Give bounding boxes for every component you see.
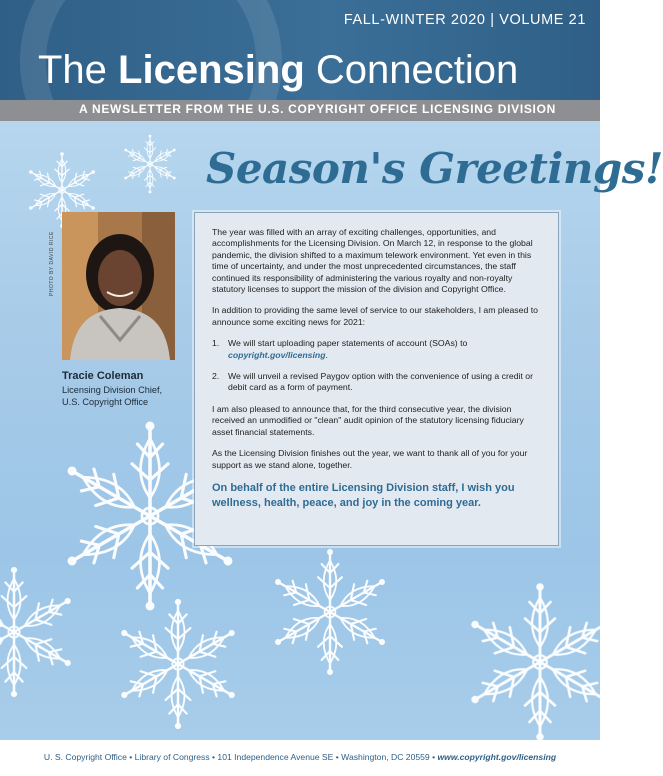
list-item-text: We will start uploading paper statements of account (SOAs) to <box>228 338 468 349</box>
caption-role-line-1: Licensing Division Chief, <box>62 385 163 395</box>
list-item <box>212 338 544 361</box>
snowflake-left <box>0 567 77 697</box>
portrait-photo <box>62 212 175 360</box>
letter-paragraph-4: As the Licensing Division finishes out the year, we want to thank all of you for your support as we stand alone, together. <box>212 448 528 470</box>
list-item-period: . <box>325 349 328 360</box>
footer-address <box>0 752 600 762</box>
letter-paragraph-1: The year was filled with an array of exciting challenges, opportunities, and accomplishments for the Licensing Division. On March 12, in response to the global pandemic, the division shifted to a maximum telework environment. Yet even in this time of uncertainty, and under the most unprecedented circumstances, the staff continued its responsibility of administering the various royalty and non-royalty statutory licenses to support the mission of the division and Copyright Office. <box>212 227 533 295</box>
footer-address-text: U. S. Copyright Office • Library of Congress • 101 Independence Avenue SE • Washington, DC 20559 • <box>43 752 438 762</box>
letter-paragraph-3: I am also pleased to announce that, for the third consecutive year, the division received an unmodified or "clean" audit opinion of the statutory licensing fiduciary asset financial statements. <box>212 403 524 437</box>
letter-paragraph-2: In addition to providing the same level of service to our stakeholders, I am pleased to announce some exciting news for 2021: <box>212 305 538 327</box>
title-bold: Licensing <box>118 48 305 92</box>
title-part-2: Connection <box>304 48 519 92</box>
letter-closing: On behalf of the entire Licensing Division staff, I wish you wellness, health, peace, and joy in the coming year. <box>212 481 515 509</box>
caption-role-line-2: U.S. Copyright Office <box>62 397 149 407</box>
title-part-1: The <box>38 48 119 92</box>
issue-label: FALL-WINTER 2020 | VOLUME 21 <box>343 12 586 28</box>
newsletter-subtitle: A NEWSLETTER FROM THE U.S. COPYRIGHT OFFICE LICENSING DIVISION <box>79 102 556 116</box>
list-item <box>212 371 544 394</box>
caption-name: Tracie Coleman <box>62 370 144 382</box>
licensing-link[interactable]: copyright.gov/licensing <box>228 349 326 360</box>
list-number: 1. <box>212 338 220 349</box>
snowflake-bottom-right <box>464 583 615 741</box>
footer-link[interactable]: www.copyright.gov/licensing <box>437 752 557 762</box>
portrait-image <box>62 212 175 360</box>
photo-credit: PHOTO BY DAVID RICE <box>49 231 55 296</box>
photo-caption <box>62 370 162 408</box>
list-number: 2. <box>212 371 220 382</box>
snowflake-bottom-center <box>269 549 390 675</box>
footer <box>0 740 600 776</box>
seasons-greetings-heading: Season's Greetings! <box>206 144 663 193</box>
list-item-text: We will unveil a revised Paygov option with the convenience of using a credit or debit card as a form of payment. <box>228 371 534 393</box>
snowflake-small-2 <box>122 135 179 194</box>
snowflake-bottom-left <box>115 599 240 729</box>
letter-box <box>194 212 559 546</box>
